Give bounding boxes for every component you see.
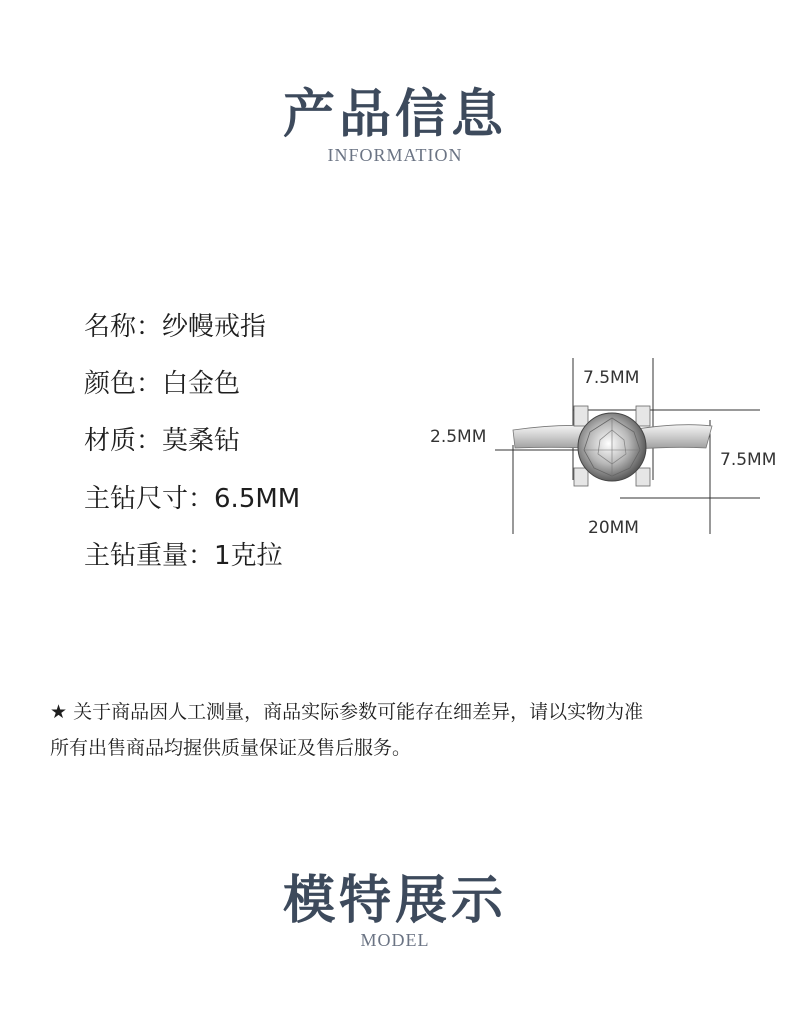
spec-value: 1克拉 xyxy=(214,541,283,571)
dim-band-width: 20MM xyxy=(588,518,639,538)
spec-label: 材质： xyxy=(84,426,163,456)
spec-value: 莫桑钻 xyxy=(162,426,241,456)
spec-name xyxy=(84,306,266,343)
info-section-title: 产品信息 xyxy=(282,85,507,145)
spec-label: 主钻尺寸： xyxy=(84,484,215,514)
spec-stone-size xyxy=(84,478,300,515)
model-section-subtitle: MODEL xyxy=(360,930,430,950)
spec-label: 主钻重量： xyxy=(84,541,215,571)
model-section-title: 模特展示 xyxy=(282,871,507,931)
dim-height: 7.5MM xyxy=(720,450,777,470)
spec-stone-weight xyxy=(84,535,283,572)
spec-value: 6.5MM xyxy=(214,484,301,514)
note-line-2: 所有出售商品均握供质量保证及售后服务。 xyxy=(50,737,412,759)
dim-band-thickness: 2.5MM xyxy=(430,427,487,447)
spec-label: 颜色： xyxy=(84,369,163,399)
dim-top-width: 7.5MM xyxy=(583,368,640,388)
spec-value: 纱幔戒指 xyxy=(162,312,267,342)
spec-color xyxy=(84,363,240,400)
note-line-1: ★ 关于商品因人工测量，商品实际参数可能存在细差异，请以实物为准 xyxy=(50,701,644,723)
ring-dimension-diagram xyxy=(420,350,790,550)
info-section-subtitle: INFORMATION xyxy=(327,145,463,165)
spec-label: 名称： xyxy=(84,312,163,342)
spec-value: 白金色 xyxy=(162,369,241,399)
disclaimer-note xyxy=(50,694,770,766)
spec-material xyxy=(84,420,240,457)
